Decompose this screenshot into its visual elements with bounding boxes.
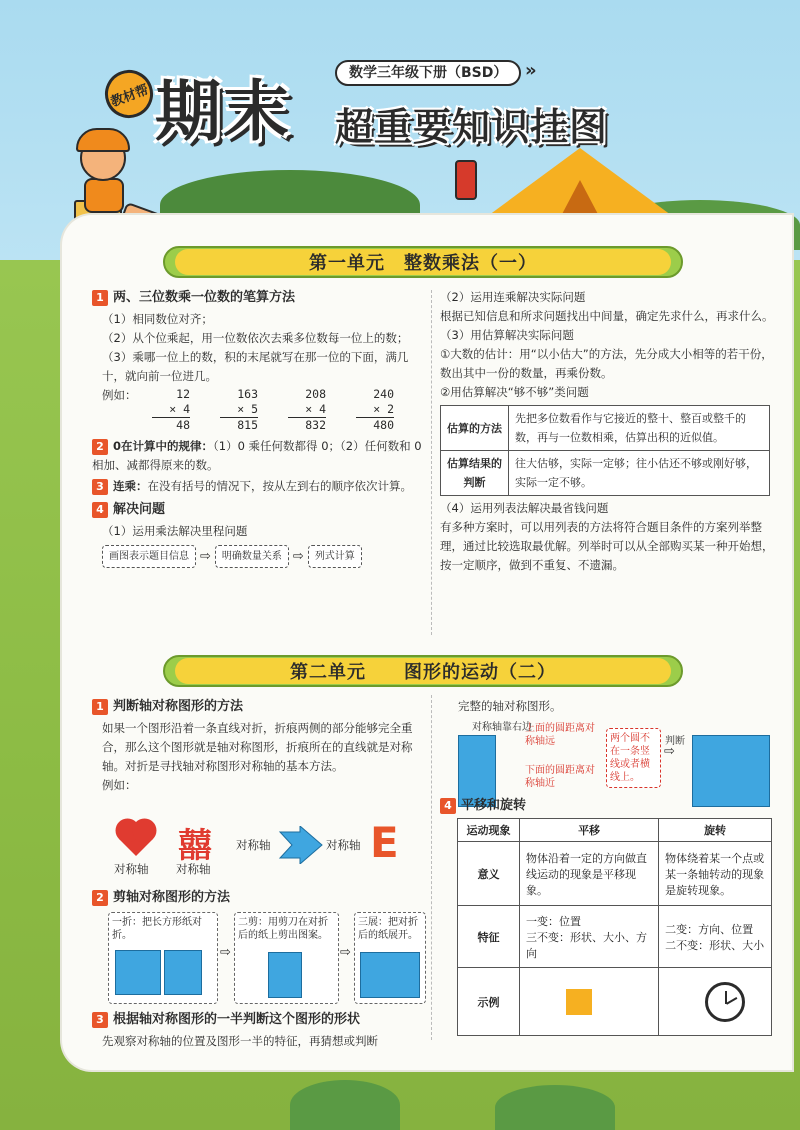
table-row <box>441 451 770 496</box>
number-badge: 3 <box>92 479 108 495</box>
table-cell: 往大估够，实际一定够；往小估还不够或刚好够，实际一定不够。 <box>509 451 770 496</box>
paragraph: 先观察对称轴的位置及图形一半的特征，再猜想或判断 <box>102 1034 378 1048</box>
motion-section <box>440 796 775 818</box>
section-heading: 两、三位数乘一位数的笔算方法 <box>113 290 296 305</box>
section-heading: 判断轴对称图形的方法 <box>113 699 244 714</box>
grade-label: 数学三年级下册（BSD） <box>335 60 521 86</box>
text-line: 完整的轴对称图形。 <box>458 699 562 713</box>
axis-label: 对称轴 <box>176 862 211 876</box>
box-push-illustration <box>566 989 592 1015</box>
rule-line: （1）相同数位对齐； <box>102 312 213 326</box>
paper-rect <box>360 952 420 998</box>
note-box: 两个圆不在一条竖线或者横线上。 <box>606 728 661 788</box>
table-row <box>458 842 772 906</box>
paper-rect <box>164 950 202 995</box>
number-badge: 1 <box>92 290 108 306</box>
text-line: （2）运用连乘解决实际问题 <box>440 290 586 304</box>
column-divider <box>431 695 432 1040</box>
table-row <box>458 906 772 968</box>
number-badge: 3 <box>92 1012 108 1028</box>
number-badge: 1 <box>92 699 108 715</box>
column-divider <box>431 290 432 635</box>
judge-label: 判断 <box>665 736 685 747</box>
text-line: ②用估算解决“够不够”类问题 <box>440 385 589 399</box>
table-head-cell: 估算的方法 <box>441 406 509 451</box>
example-label: 例如： <box>102 778 137 792</box>
table-cell: 物体绕着某一个点或某一条轴转动的现象是旋转现象。 <box>659 842 772 906</box>
section-heading: 剪轴对称图形的方法 <box>113 890 231 905</box>
paragraph: 如果一个图形沿着一条直线对折，折痕两侧的部分能够完全重合，那么这个图形就是轴对称图形，折痕所在的直线就是对称轴。对折是寻找轴对称图形对称轴的基本方法。 <box>102 721 413 773</box>
table-head-cell: 运动现象 <box>458 819 520 842</box>
unit1-title: 第一单元 整数乘法（一） <box>175 249 671 275</box>
flow-step: 画图表示题目信息 <box>102 545 196 568</box>
table-row <box>458 968 772 1036</box>
unit2-title: 第二单元 图形的运动（二） <box>175 658 671 684</box>
flow-step: 明确数量关系 <box>215 545 289 568</box>
boy-body <box>84 178 124 213</box>
arrow-right-icon: ⇨ <box>200 549 211 564</box>
unit1-right-column <box>440 288 775 575</box>
tent-door <box>560 180 600 218</box>
xi-character: 囍 <box>178 826 212 866</box>
example-label: 例如： <box>102 388 137 402</box>
flow-step: 列式计算 <box>308 545 362 568</box>
number-badge: 2 <box>92 890 108 906</box>
table-cell: 二变：方向、位置 二不变：形状、大小 <box>659 906 772 968</box>
axis-label: 对称轴 <box>326 838 361 852</box>
table-head-cell: 示例 <box>458 968 520 1036</box>
bush <box>290 1080 400 1130</box>
table-head-cell: 意义 <box>458 842 520 906</box>
calc-example: 240 × 2 480 <box>356 387 394 433</box>
calc-example: 208 × 4 832 <box>288 387 326 433</box>
lantern-illustration <box>455 160 477 200</box>
table-header-row <box>458 819 772 842</box>
chain-rule: 3 连乘：在没有括号的情况下，按从左到右的顺序依次计算。 <box>92 477 422 496</box>
table-head-cell: 平移 <box>520 819 659 842</box>
page-title: 期末 <box>155 73 291 150</box>
half-judge-section <box>92 1010 427 1051</box>
arrow-right-icon: ⇨ <box>664 744 675 759</box>
text-line: （4）运用列表法解决最省钱问题 <box>440 501 609 515</box>
table-cell <box>659 968 772 1036</box>
number-badge: 4 <box>440 798 456 814</box>
step-text: 一折：把长方形纸对折。 <box>112 917 202 941</box>
bush <box>495 1085 615 1130</box>
clock-icon <box>705 982 745 1022</box>
table-row <box>441 406 770 451</box>
unit1-title-bar <box>163 246 683 278</box>
paragraph: 有多种方案时，可以用列表的方法将符合题目条件的方案列举整理，通过比较选取最优解。列举时可以从全部购买某一种开始想，按一定顺序，做到不重复、不遗漏。 <box>440 520 774 572</box>
badge-logo: 教材帮 <box>98 63 160 125</box>
letter-e: E <box>370 818 399 867</box>
arrow-right-icon: ⇨ <box>340 945 351 960</box>
paper-rect <box>268 952 302 998</box>
calc-example: 163 × 5 815 <box>220 387 258 433</box>
arrow-right-icon: ⇨ <box>220 945 231 960</box>
step-text: 三展：把对折后的纸展开。 <box>358 917 418 941</box>
section-heading: 根据轴对称图形的一半判断这个图形的形状 <box>113 1012 361 1027</box>
motion-table <box>457 818 772 1036</box>
text-line: 根据已知信息和所求问题找出中间量，确定先求什么，再求什么。 <box>440 309 774 323</box>
axis-label: 对称轴 <box>114 862 149 876</box>
double-chevron-icon: » <box>525 60 537 81</box>
text-line: ①大数的估计：用“以小估大”的方法，先分成大小相等的若干份，数出其中一份的数量，再乘份数。 <box>440 347 773 380</box>
table-head-cell: 特征 <box>458 906 520 968</box>
axis-label: 对称轴 <box>236 838 271 852</box>
cut-section-header <box>92 888 422 910</box>
estimate-table <box>440 405 770 496</box>
zero-rule: 2 0在计算中的规律：（1）0 乘任何数都得 0；（2）任何数和 0 相加、减都得原来的数。 <box>92 439 422 472</box>
text-line: （3）用估算解决实际问题 <box>440 328 574 342</box>
table-cell: 一变：位置 三不变：形状、大小、方向 <box>520 906 659 968</box>
arrow-right-icon: ⇨ <box>292 549 304 564</box>
sub-heading: （1）运用乘法解决里程问题 <box>102 524 248 538</box>
table-head-cell: 旋转 <box>659 819 772 842</box>
unit2-title-bar <box>163 655 683 687</box>
number-badge: 4 <box>92 502 108 518</box>
section-heading: 平移和旋转 <box>461 798 527 813</box>
unit1-left-column <box>92 288 422 568</box>
distance-note: 上面的圆距离对称轴远 <box>525 723 595 747</box>
rule-line: （2）从个位乘起，用一位数依次去乘多位数每一位上的数； <box>102 331 409 345</box>
process-flow <box>102 545 422 568</box>
table-cell: 物体沿着一定的方向做直线运动的现象是平移现象。 <box>520 842 659 906</box>
axis-note: 对称轴靠右边 <box>472 722 532 733</box>
section-heading: 解决问题 <box>113 502 166 517</box>
distance-note: 下面的圆距离对称轴近 <box>525 765 595 789</box>
example-calculations <box>152 387 422 433</box>
number-badge: 2 <box>92 439 108 455</box>
unit2-left-column <box>92 697 422 795</box>
rule-line: （3）乘哪一位上的数，积的末尾就写在那一位的下面，满几十，就向前一位进几。 <box>102 350 409 383</box>
page-subtitle: 超重要知识挂图 <box>335 105 609 149</box>
table-cell: 先把多位数看作与它接近的整十、整百或整千的数，再与一位数相乘，估算出积的近似值。 <box>509 406 770 451</box>
calc-example: 12 × 4 48 <box>152 387 190 433</box>
step-text: 二剪：用剪刀在对折后的纸上剪出图案。 <box>238 917 328 941</box>
boy-cap <box>76 128 130 152</box>
paper-rect <box>115 950 161 995</box>
table-head-cell: 估算结果的判断 <box>441 451 509 496</box>
arrow-shape-icon <box>278 826 324 864</box>
table-cell <box>520 968 659 1036</box>
